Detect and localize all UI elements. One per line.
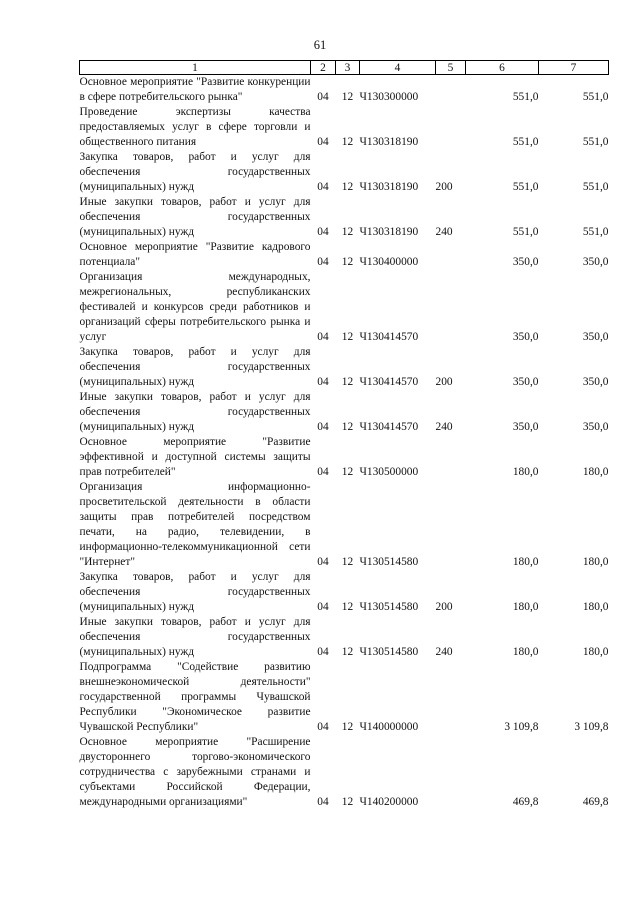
amount-col6: 350,0: [512, 376, 539, 388]
amount-col6: 551,0: [512, 136, 539, 148]
header-cell-5: 5: [436, 61, 466, 75]
section-code: 04: [317, 136, 329, 148]
target-article: Ч140200000: [359, 796, 419, 808]
header-cell-1: 1: [80, 61, 311, 75]
amount-col6: 180,0: [512, 601, 539, 613]
expense-group: [436, 75, 466, 106]
amount-col7: 350,0: [582, 331, 609, 343]
header-cell-4: 4: [360, 61, 436, 75]
section-code: 04: [317, 256, 329, 268]
table-row: [80, 270, 609, 345]
header-row: [80, 61, 609, 75]
amount-col7: 551,0: [582, 181, 609, 193]
amount-col7: 180,0: [582, 601, 609, 613]
target-article: Ч130514580: [359, 556, 419, 568]
subsection-code: 12: [341, 796, 354, 808]
amount-col7: 350,0: [582, 421, 609, 433]
expense-group: [436, 480, 466, 570]
budget-table: [79, 60, 609, 810]
expense-group: 240: [435, 646, 453, 658]
amount-col6: 180,0: [512, 556, 539, 568]
expense-group: [436, 270, 466, 345]
amount-col7: 350,0: [582, 256, 609, 268]
table-row: [80, 480, 609, 570]
amount-col6: 350,0: [512, 256, 539, 268]
subsection-code: 12: [341, 721, 354, 733]
subsection-code: 12: [341, 181, 354, 193]
row-name: Основное мероприятие "Развитие кадрового потенциала": [79, 241, 311, 268]
expense-group: 200: [435, 376, 453, 388]
row-name: Подпрограмма "Содействие развитию внешнеэкономической деятельности" государственной программы Чувашской Республики "Экономическое развитие Чувашской Республики": [79, 661, 311, 733]
table-row: [80, 240, 609, 270]
amount-col6: 551,0: [512, 181, 539, 193]
section-code: 04: [317, 421, 329, 433]
header-cell-3: 3: [336, 61, 360, 75]
table-row: [80, 660, 609, 735]
table-row: [80, 735, 609, 810]
amount-col7: 180,0: [582, 556, 609, 568]
amount-col7: 551,0: [582, 91, 609, 103]
expense-group: [436, 660, 466, 735]
subsection-code: 12: [341, 331, 354, 343]
expense-group: [436, 435, 466, 480]
row-name: Основное мероприятие "Развитие конкуренции в сфере потребительского рынка": [79, 76, 311, 103]
target-article: Ч130514580: [359, 646, 419, 658]
amount-col6: 551,0: [512, 226, 539, 238]
amount-col6: 3 109,8: [504, 721, 539, 733]
target-article: Ч130400000: [359, 256, 419, 268]
row-name: Закупка товаров, работ и услуг для обеспечения государственных (муниципальных) нужд: [79, 346, 311, 388]
table-row: [80, 75, 609, 106]
amount-col7: 350,0: [582, 376, 609, 388]
row-name: Иные закупки товаров, работ и услуг для обеспечения государственных (муниципальных) нужд: [79, 196, 311, 238]
section-code: 04: [317, 91, 329, 103]
section-code: 04: [317, 796, 329, 808]
expense-group: 200: [435, 601, 453, 613]
section-code: 04: [317, 721, 329, 733]
subsection-code: 12: [341, 256, 354, 268]
target-article: Ч140000000: [359, 721, 419, 733]
row-name: Закупка товаров, работ и услуг для обеспечения государственных (муниципальных) нужд: [79, 571, 311, 613]
section-code: 04: [317, 646, 329, 658]
subsection-code: 12: [341, 376, 354, 388]
amount-col6: 180,0: [512, 646, 539, 658]
expense-group: [436, 240, 466, 270]
section-code: 04: [317, 226, 329, 238]
table-row: [80, 195, 609, 240]
header-cell-7: 7: [539, 61, 609, 75]
amount-col7: 3 109,8: [574, 721, 609, 733]
expense-group: [436, 105, 466, 150]
subsection-code: 12: [341, 136, 354, 148]
section-code: 04: [317, 556, 329, 568]
table-row: [80, 570, 609, 615]
section-code: 04: [317, 466, 329, 478]
subsection-code: 12: [341, 466, 354, 478]
section-code: 04: [317, 376, 329, 388]
target-article: Ч130318190: [359, 136, 419, 148]
table-row: [80, 615, 609, 660]
row-name: Проведение экспертизы качества предоставляемых услуг в сфере торговли и общественного питания: [79, 106, 311, 148]
amount-col7: 551,0: [582, 136, 609, 148]
target-article: Ч130414570: [359, 376, 419, 388]
amount-col6: 469,8: [512, 796, 539, 808]
row-name: Иные закупки товаров, работ и услуг для обеспечения государственных (муниципальных) нужд: [79, 391, 311, 433]
table-row: [80, 435, 609, 480]
section-code: 04: [317, 181, 329, 193]
subsection-code: 12: [341, 91, 354, 103]
expense-group: 240: [435, 421, 453, 433]
table-row: [80, 150, 609, 195]
expense-group: [436, 735, 466, 810]
row-name: Организация информационно-просветительской деятельности в области защиты прав потребителей посредством печати, на радио, телевидении, в информационно-телекоммуникационной сети "Интернет": [79, 481, 311, 568]
header-cell-2: 2: [311, 61, 336, 75]
target-article: Ч130300000: [359, 91, 419, 103]
target-article: Ч130318190: [359, 181, 419, 193]
header-cell-6: 6: [466, 61, 539, 75]
target-article: Ч130500000: [359, 466, 419, 478]
expense-group: 240: [435, 226, 453, 238]
page-number: 61: [313, 38, 327, 52]
row-name: Иные закупки товаров, работ и услуг для обеспечения государственных (муниципальных) нужд: [79, 616, 311, 658]
table-row: [80, 105, 609, 150]
row-name: Закупка товаров, работ и услуг для обеспечения государственных (муниципальных) нужд: [79, 151, 311, 193]
expense-group: 200: [435, 181, 453, 193]
subsection-code: 12: [341, 601, 354, 613]
subsection-code: 12: [341, 226, 354, 238]
row-name: Основное мероприятие "Расширение двустороннего торгово-экономического сотрудничества с зарубежными странами и субъектами Российской Федерации, международными организациями": [79, 736, 311, 808]
amount-col6: 350,0: [512, 421, 539, 433]
section-code: 04: [317, 331, 329, 343]
amount-col7: 551,0: [582, 226, 609, 238]
target-article: Ч130514580: [359, 601, 419, 613]
table-row: [80, 390, 609, 435]
row-name: Организация международных, межрегиональных, республиканских фестивалей и конкурсов среди работников и организаций сферы потребительского рынка и услуг: [79, 271, 311, 343]
amount-col6: 180,0: [512, 466, 539, 478]
target-article: Ч130414570: [359, 331, 419, 343]
subsection-code: 12: [341, 421, 354, 433]
amount-col7: 180,0: [582, 646, 609, 658]
subsection-code: 12: [341, 556, 354, 568]
amount-col7: 469,8: [582, 796, 609, 808]
amount-col6: 551,0: [512, 91, 539, 103]
amount-col7: 180,0: [582, 466, 609, 478]
row-name: Основное мероприятие "Развитие эффективной и доступной системы защиты прав потребителей": [79, 436, 311, 478]
target-article: Ч130318190: [359, 226, 419, 238]
section-code: 04: [317, 601, 329, 613]
table-row: [80, 345, 609, 390]
subsection-code: 12: [341, 646, 354, 658]
amount-col6: 350,0: [512, 331, 539, 343]
target-article: Ч130414570: [359, 421, 419, 433]
